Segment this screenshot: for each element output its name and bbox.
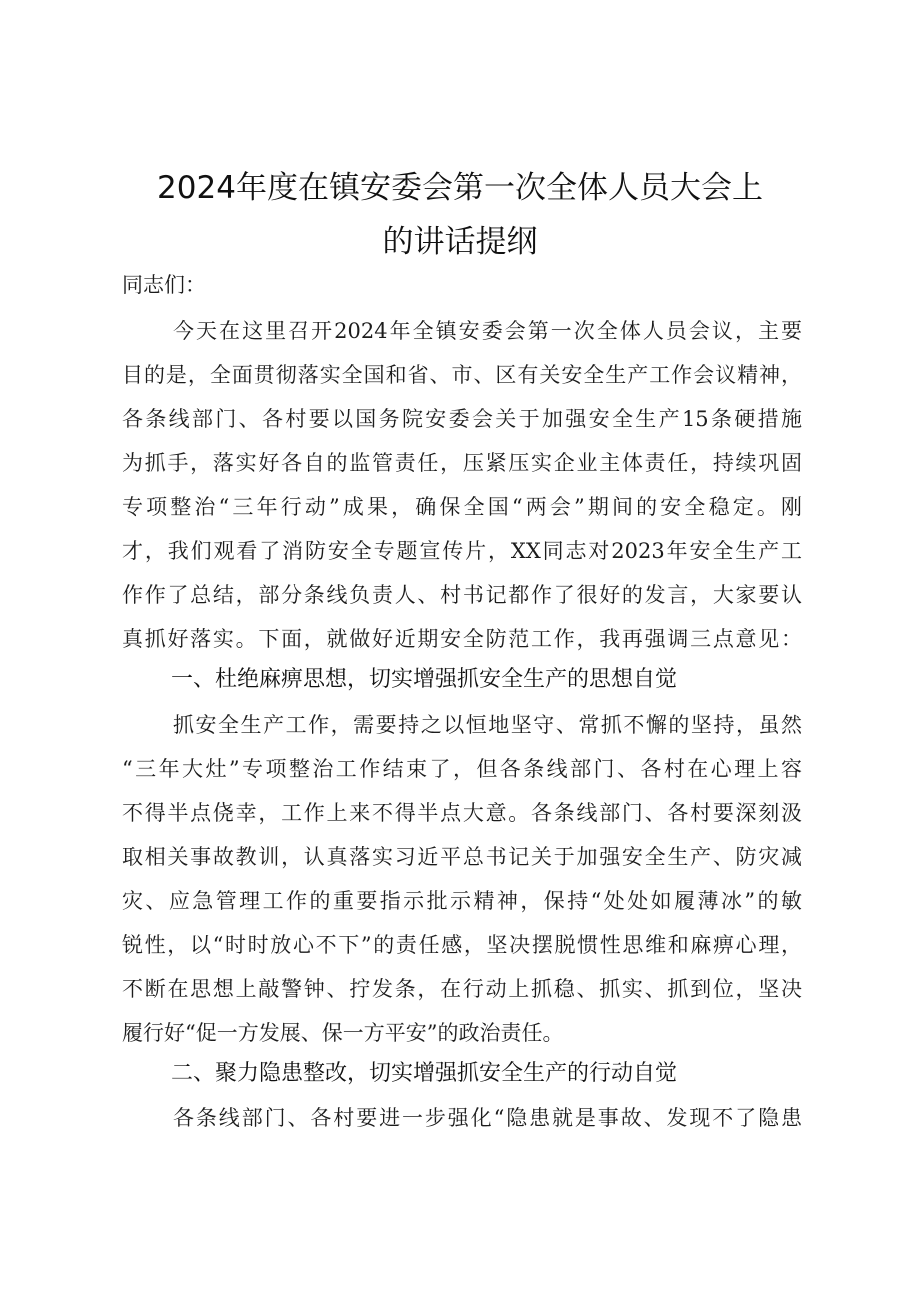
section-1-line: 不断在思想上敲警钟、拧发条，在行动上抓稳、抓实、抓到位，坚决 bbox=[122, 977, 802, 1001]
section-1-line: 灾、应急管理工作的重要指示批示精神，保持“处处如履薄冰”的敏 bbox=[122, 889, 802, 913]
document-title-line-1: 2024年度在镇安委会第一次全体人员大会上 bbox=[157, 170, 763, 206]
section-1-line: 不得半点侥幸，工作上来不得半点大意。各条线部门、各村要深刻汲 bbox=[122, 801, 802, 825]
intro-line: 作作了总结，部分条线负责人、村书记都作了很好的发言，大家要认 bbox=[122, 583, 802, 607]
intro-line: 真抓好落实。下面，就做好近期安全防范工作，我再强调三点意见： bbox=[122, 627, 802, 651]
section-1-line: 取相关事故教训，认真落实习近平总书记关于加强安全生产、防灾减 bbox=[122, 845, 802, 869]
salutation: 同志们： bbox=[122, 273, 206, 297]
intro-line: 各条线部门、各村要以国务院安委会关于加强安全生产15条硬措施 bbox=[122, 407, 802, 431]
intro-line: 专项整治“三年行动”成果，确保全国“两会”期间的安全稳定。刚 bbox=[122, 495, 802, 519]
section-1-heading: 一、杜绝麻痹思想，切实增强抓安全生产的思想自觉 bbox=[171, 667, 678, 692]
section-2-heading: 二、聚力隐患整改，切实增强抓安全生产的行动自觉 bbox=[171, 1061, 678, 1086]
section-2-line: 各条线部门、各村要进一步强化“隐患就是事故、发现不了隐患 bbox=[173, 1106, 802, 1130]
intro-line: 目的是，全面贯彻落实全国和省、市、区有关安全生产工作会议精神， bbox=[122, 363, 802, 387]
section-1-line: 锐性，以“时时放心不下”的责任感，坚决摆脱惯性思维和麻痹心理， bbox=[122, 933, 802, 957]
section-1-line: “三年大灶”专项整治工作结束了，但各条线部门、各村在心理上容 bbox=[122, 757, 802, 781]
intro-line: 今天在这里召开2024年全镇安委会第一次全体人员会议，主要 bbox=[173, 319, 802, 343]
intro-line: 为抓手，落实好各自的监管责任，压紧压实企业主体责任，持续巩固 bbox=[122, 451, 802, 475]
intro-line: 才，我们观看了消防安全专题宣传片，XX同志对2023年安全生产工 bbox=[122, 539, 802, 563]
section-1-line: 履行好“促一方发展、保一方平安”的政治责任。 bbox=[122, 1021, 564, 1045]
section-1-line: 抓安全生产工作，需要持之以恒地坚守、常抓不懈的坚持，虽然 bbox=[173, 713, 802, 737]
document-title-line-2: 的讲话提纲 bbox=[382, 224, 538, 260]
